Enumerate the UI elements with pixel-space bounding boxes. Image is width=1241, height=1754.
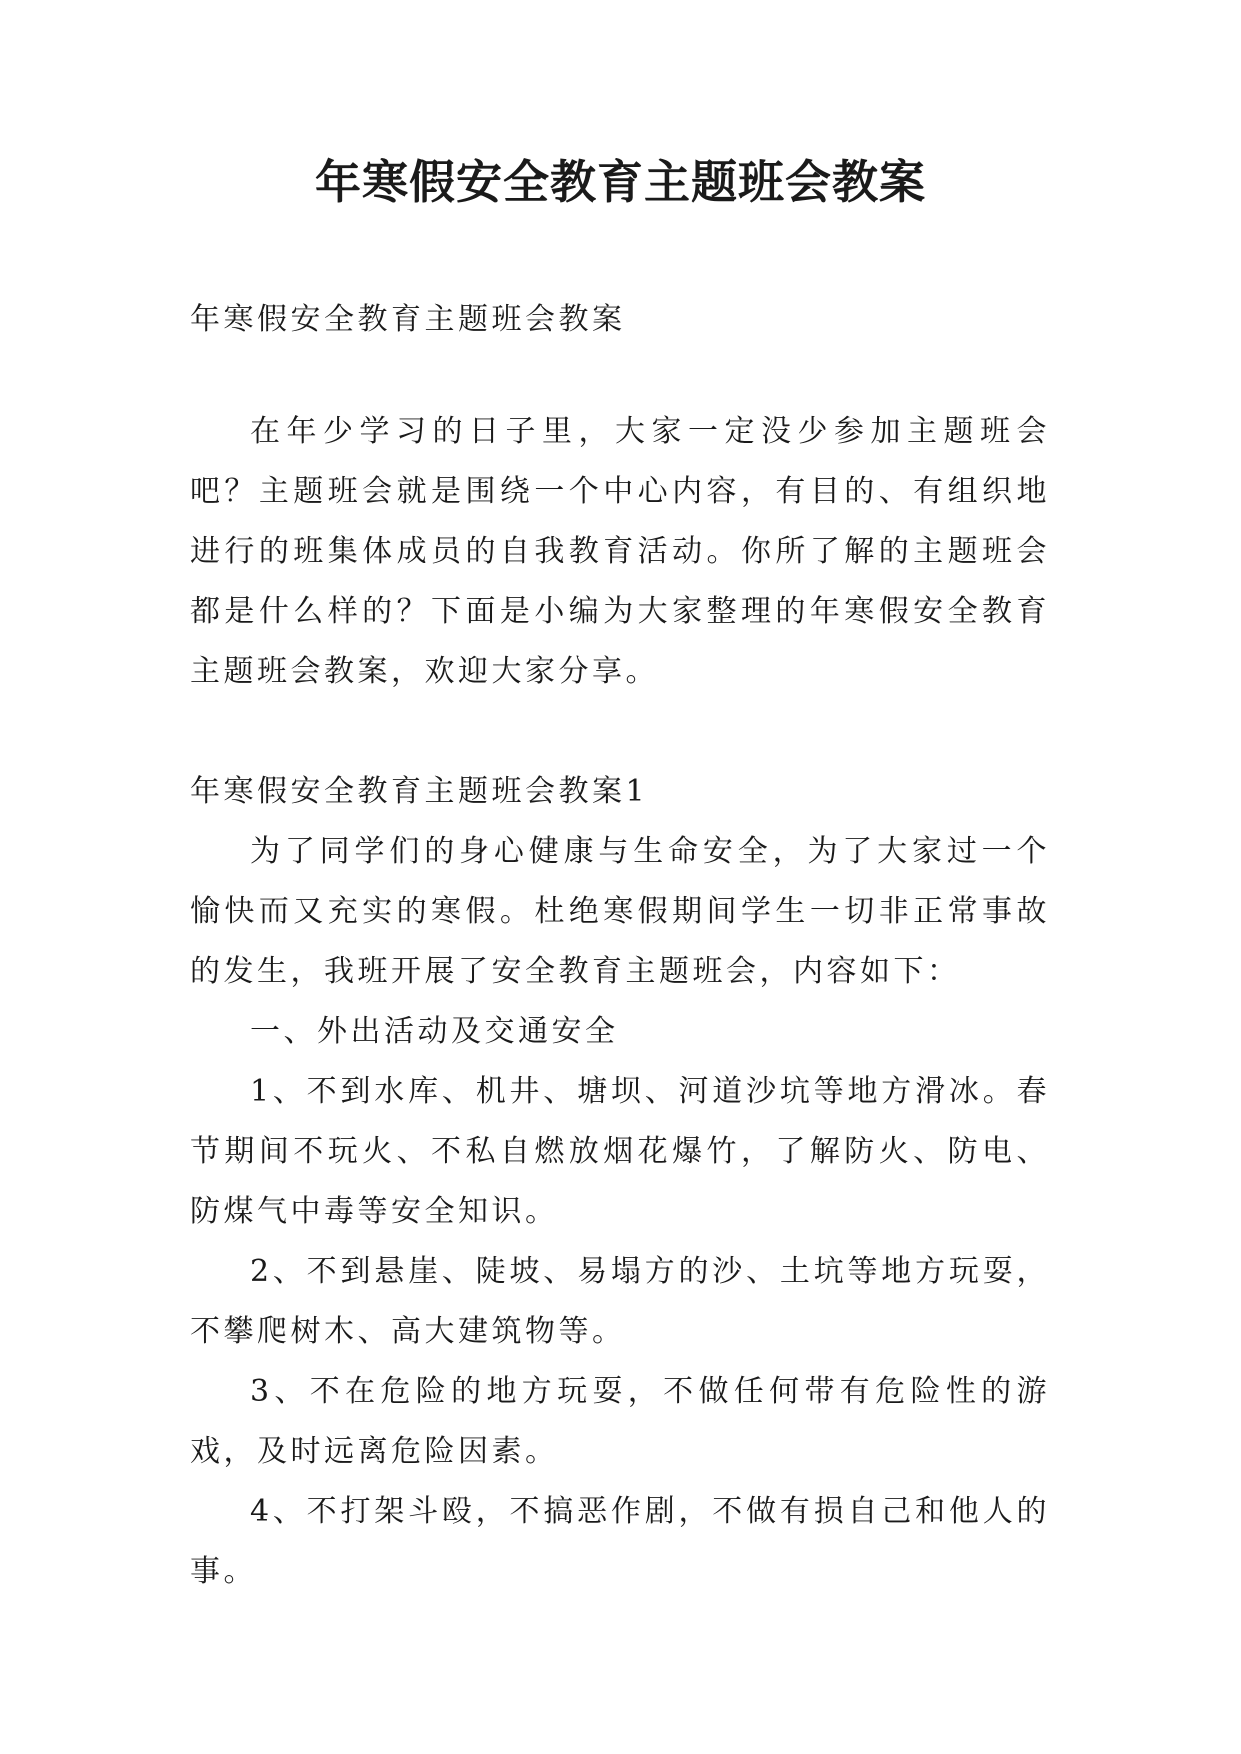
list-item: 2、不到悬崖、陡坡、易塌方的沙、土坑等地方玩耍，不攀爬树木、高大建筑物等。 bbox=[190, 1254, 1050, 1349]
section-heading: 年寒假安全教育主题班会教案1 bbox=[190, 774, 649, 809]
subsection-heading: 一、外出活动及交通安全 bbox=[250, 1014, 619, 1049]
document-body bbox=[190, 290, 1050, 1602]
list-item: 1、不到水库、机井、塘坝、河道沙坑等地方滑冰。春节期间不玩火、不私自燃放烟花爆竹，了解防火、防电、防煤气中毒等安全知识。 bbox=[190, 1074, 1050, 1229]
list-item: 3、不在危险的地方玩耍，不做任何带有危险性的游戏，及时远离危险因素。 bbox=[190, 1374, 1050, 1469]
section-paragraph: 为了同学们的身心健康与生命安全，为了大家过一个愉快而又充实的寒假。杜绝寒假期间学生一切非正常事故的发生，我班开展了安全教育主题班会，内容如下： bbox=[190, 834, 1050, 989]
document-title: 年寒假安全教育主题班会教案 bbox=[315, 155, 926, 209]
intro-paragraph: 在年少学习的日子里，大家一定没少参加主题班会吧？主题班会就是围绕一个中心内容，有目的、有组织地进行的班集体成员的自我教育活动。你所了解的主题班会都是什么样的？下面是小编为大家整理的年寒假安全教育主题班会教案，欢迎大家分享。 bbox=[190, 414, 1050, 689]
list-item: 4、不打架斗殴，不搞恶作剧，不做有损自己和他人的事。 bbox=[190, 1494, 1050, 1589]
document-subtitle: 年寒假安全教育主题班会教案 bbox=[190, 302, 626, 337]
